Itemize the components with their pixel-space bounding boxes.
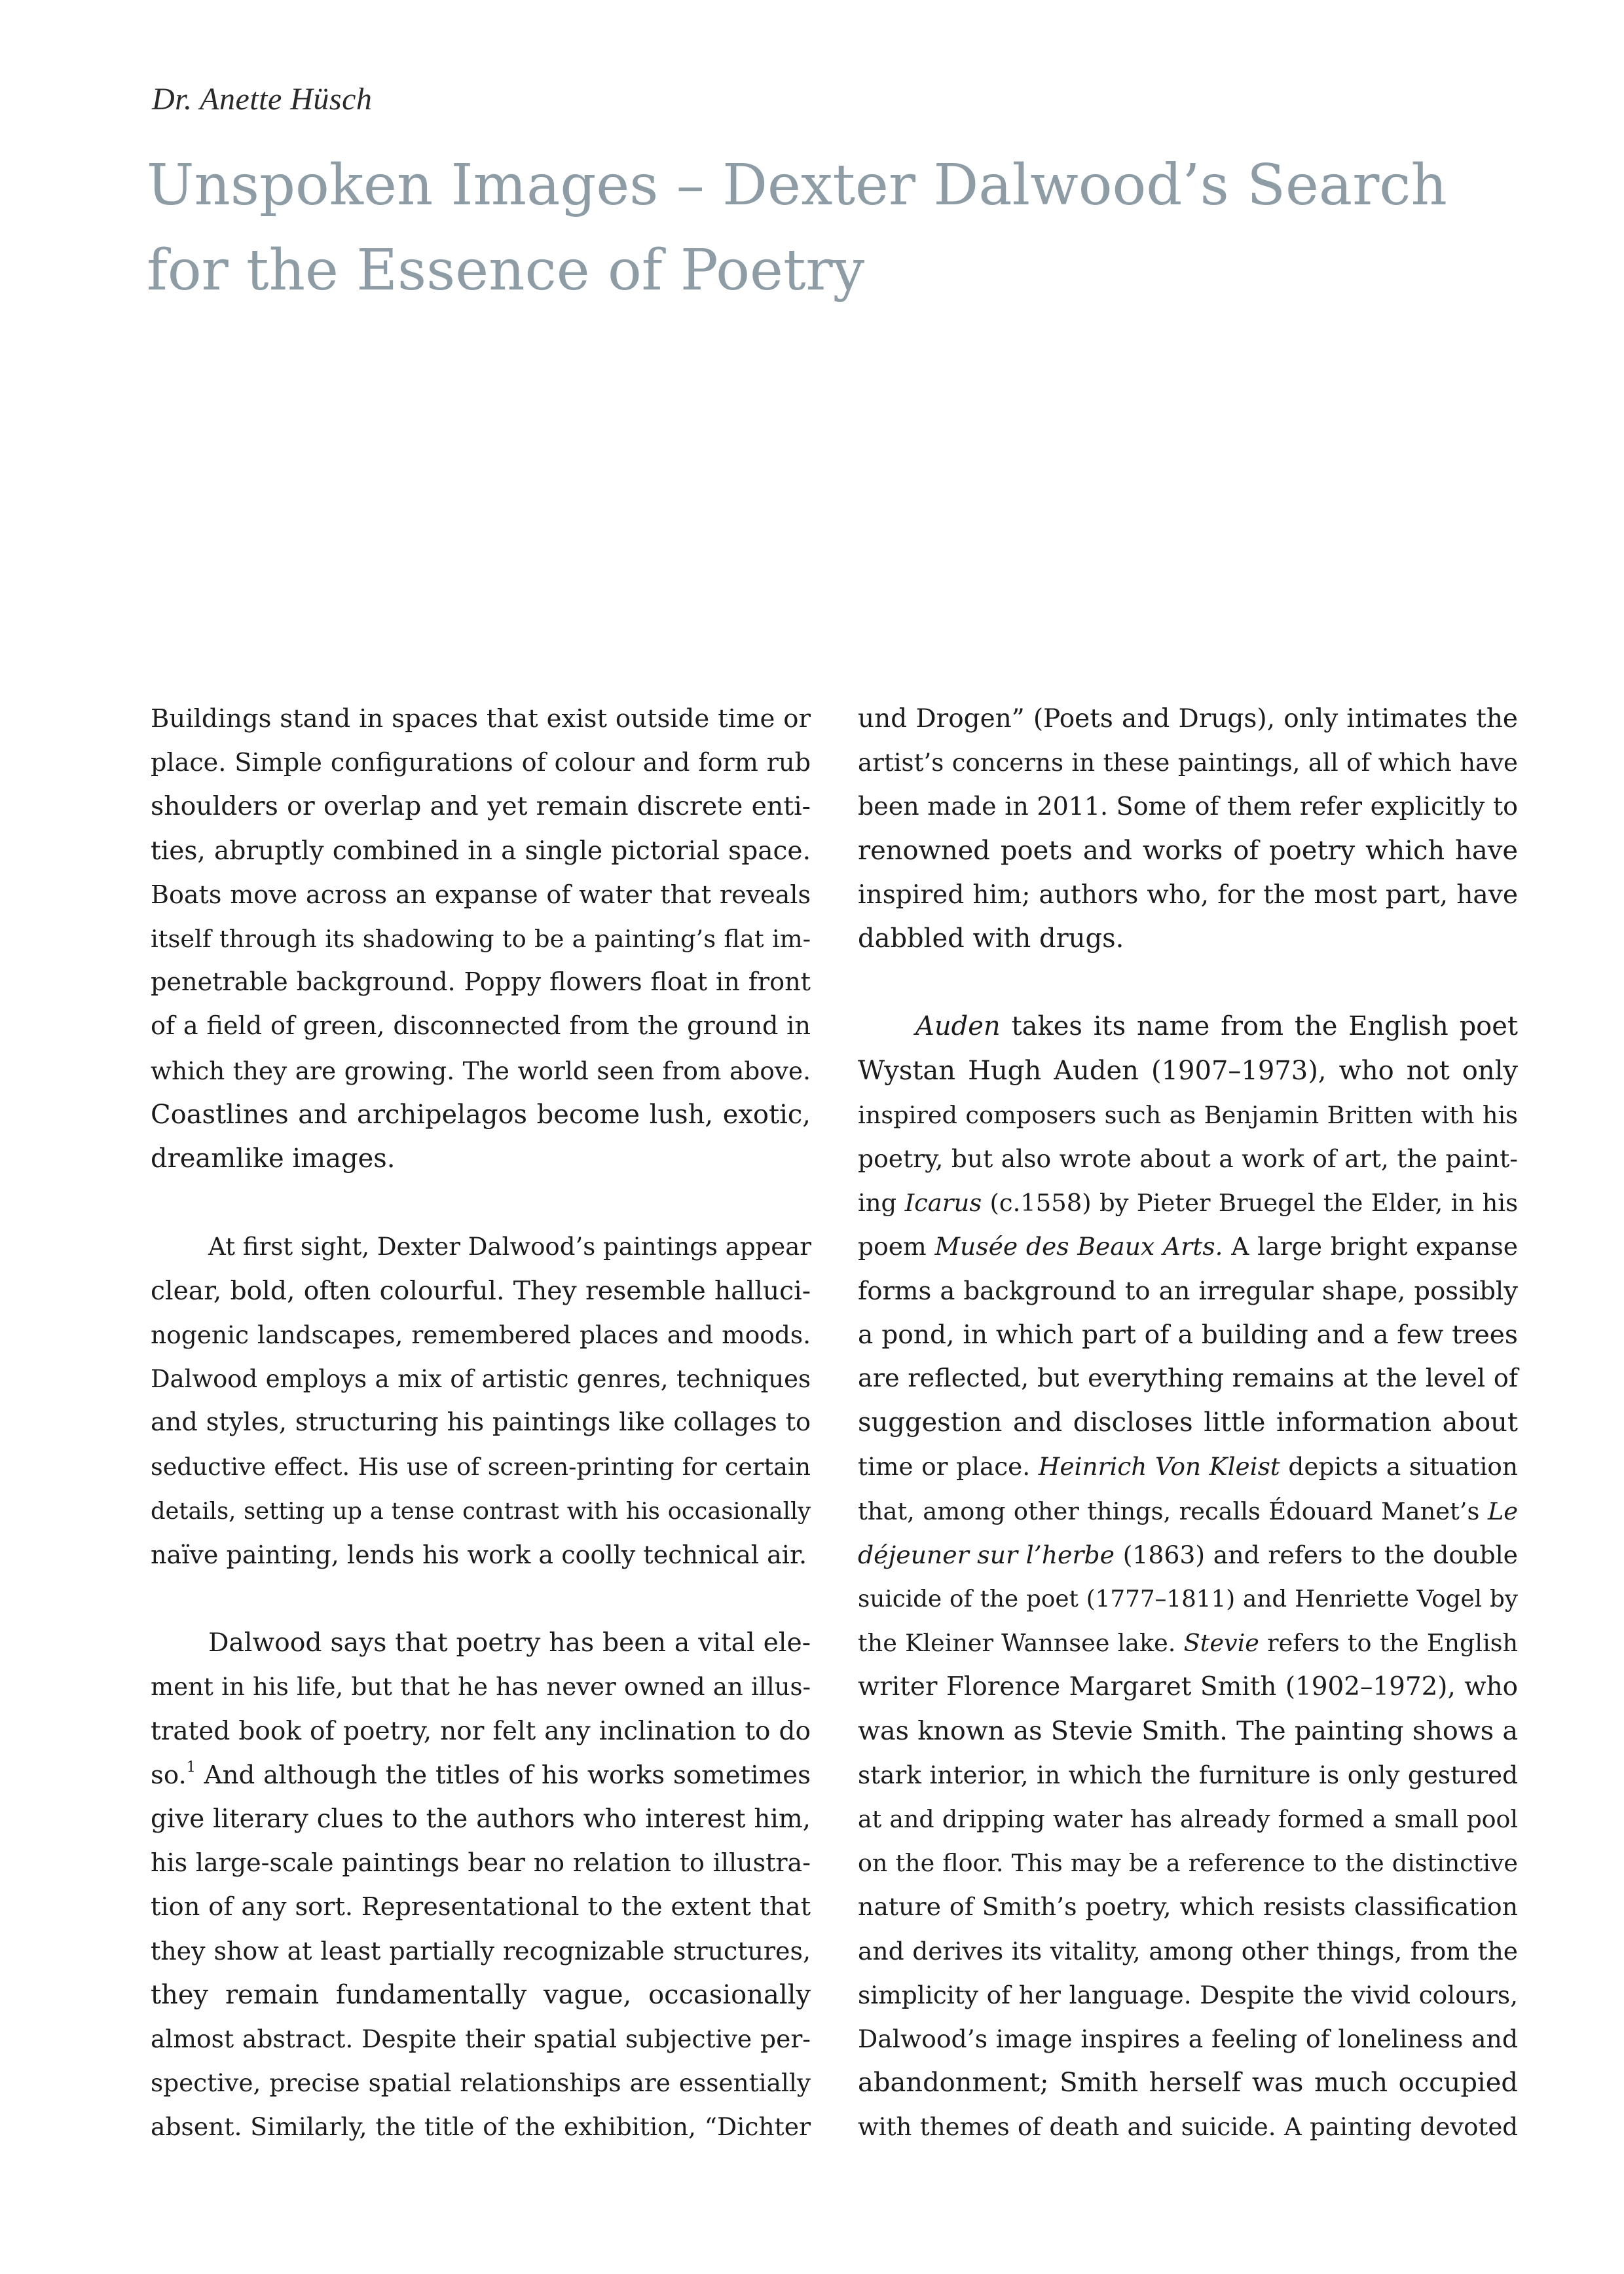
text-line: suggestion and discloses little information about <box>858 1407 1518 1438</box>
text-line: seductive effect. His use of screen-printing for certain <box>151 1453 811 1482</box>
text-line: itself through its shadowing to be a painting’s flat im- <box>151 925 811 954</box>
work-title: Le <box>1487 1497 1518 1525</box>
text-line: nature of Smith’s poetry, which resists classification <box>858 1892 1518 1922</box>
text-line: simplicity of her language. Despite the vivid colours, <box>858 1980 1518 2009</box>
line-rest: takes its name from the English poet <box>1011 1011 1519 1042</box>
text-line: was known as Stevie Smith. The painting shows a <box>858 1715 1518 1746</box>
text-line: shoulders or overlap and yet remain discrete enti- <box>151 791 811 822</box>
text-line <box>858 1445 1518 1489</box>
work-title: Auden <box>915 1011 1001 1042</box>
text-line: Boats move across an expanse of water that reveals <box>151 880 811 909</box>
text-line: which they are growing. The world seen from above. <box>151 1056 811 1085</box>
text-line: Dalwood’s image inspires a feeling of loneliness and <box>858 2024 1518 2054</box>
line-rest: refers to the English <box>1259 1629 1519 1658</box>
line-start: that, among other things, recalls Édouard Manet’s <box>858 1497 1480 1525</box>
text-line: inspired composers such as Benjamin Britten with his <box>858 1100 1518 1129</box>
author-name: Dr. Anette Hüsch <box>152 82 373 117</box>
text-line <box>858 1533 1518 1577</box>
text-line: Wystan Hugh Auden (1907–1973), who not only <box>858 1055 1518 1086</box>
text-line: they remain fundamentally vague, occasionally <box>151 1979 811 2010</box>
text-line: tion of any sort. Representational to the extent that <box>151 1892 811 1922</box>
text-line: ties, abruptly combined in a single pictorial space. <box>151 836 811 866</box>
work-title: déjeuner sur l’herbe <box>858 1540 1115 1569</box>
text-line: of a field of green, disconnected from the ground in <box>151 1012 811 1041</box>
text-line <box>151 1753 811 1797</box>
text-line <box>858 1225 1518 1269</box>
text-line: forms a background to an irregular shape, possibly <box>858 1276 1518 1306</box>
line-rest: (c.1558) by Pieter Bruegel the Elder, in his <box>982 1189 1518 1218</box>
text-line <box>858 1621 1518 1665</box>
line-start: ing <box>858 1189 897 1218</box>
text-line: details, setting up a tense contrast with his occasionally <box>151 1497 811 1525</box>
left-column <box>151 697 811 2150</box>
text-line: and styles, structuring his paintings like collages to <box>151 1408 811 1438</box>
text-line: artist’s concerns in these paintings, all of which have <box>858 749 1518 777</box>
text-line: abandonment; Smith herself was much occupied <box>858 2068 1518 2098</box>
title-line: Unspoken Images – Dexter Dalwood’s Search <box>147 153 1447 218</box>
text-line: at and dripping water has already formed a small pool <box>858 1805 1518 1834</box>
line-start: the Kleiner Wannsee lake. <box>858 1629 1176 1658</box>
text-line: nogenic landscapes, remembered places and moods. <box>151 1320 811 1349</box>
line-rest: And although the titles of his works sometimes <box>195 1760 811 1790</box>
text-line: almost abstract. Despite their spatial subjective per- <box>151 2024 811 2054</box>
line-start: time or place. <box>858 1452 1031 1482</box>
text-line <box>858 1005 1518 1049</box>
work-title: Icarus <box>904 1189 982 1218</box>
line-start: so. <box>151 1760 187 1790</box>
text-line: poetry, but also wrote about a work of art, the paint- <box>858 1144 1518 1174</box>
text-line: clear, bold, often colourful. They resemble halluci- <box>151 1276 811 1306</box>
text-line: stark interior, in which the furniture is only gestured <box>858 1760 1518 1789</box>
text-line: Dalwood employs a mix of artistic genres, techniques <box>151 1365 811 1394</box>
work-title: Heinrich Von Kleist <box>1038 1452 1280 1482</box>
text-line <box>858 1181 1518 1225</box>
text-line: inspired him; authors who, for the most part, have <box>858 880 1518 910</box>
text-line <box>858 1489 1518 1533</box>
text-line: give literary clues to the authors who interest him, <box>151 1804 811 1835</box>
text-line: dabbled with drugs. <box>858 923 1124 954</box>
text-line: naïve painting, lends his work a coolly technical air. <box>151 1540 807 1569</box>
text-line: Dalwood says that poetry has been a vital ele- <box>208 1628 811 1658</box>
text-line: suicide of the poet (1777–1811) and Henriette Vogel by <box>858 1586 1518 1613</box>
text-line: dreamlike images. <box>151 1144 396 1174</box>
footnote-marker: 1 <box>186 1759 196 1776</box>
line-start: poem <box>858 1232 927 1261</box>
article-title <box>147 143 1447 313</box>
text-line: absent. Similarly, the title of the exhibition, “Dichter <box>151 2112 811 2142</box>
text-line: Buildings stand in spaces that exist outside time or <box>151 704 811 734</box>
text-line: place. Simple configurations of colour and form rub <box>151 748 811 777</box>
right-column <box>858 697 1518 2150</box>
text-line: writer Florence Margaret Smith (1902–1972), who <box>858 1672 1518 1702</box>
text-line: ment in his life, but that he has never owned an illus- <box>151 1673 811 1702</box>
text-line: been made in 2011. Some of them refer explicitly to <box>858 792 1518 821</box>
line-rest: (1863) and refers to the double <box>1114 1540 1518 1569</box>
text-line: renowned poets and works of poetry which have <box>858 835 1518 866</box>
text-line: Coastlines and archipelagos become lush, exotic, <box>151 1099 811 1130</box>
text-line: they show at least partially recognizable structures, <box>151 1936 811 1966</box>
text-line: trated book of poetry, nor felt any inclination to do <box>151 1716 811 1746</box>
text-line: with themes of death and suicide. A painting devoted <box>858 2113 1518 2142</box>
text-line: spective, precise spatial relationships are essentially <box>151 2068 811 2098</box>
title-line: for the Essence of Poetry <box>147 238 865 303</box>
text-line: penetrable background. Poppy flowers float in front <box>151 968 811 997</box>
text-line: and derives its vitality, among other things, from the <box>858 1936 1518 1966</box>
line-rest: A large bright expanse <box>1223 1232 1518 1261</box>
work-title: Stevie <box>1183 1629 1259 1658</box>
line-rest: depicts a situation <box>1280 1452 1518 1482</box>
text-line: a pond, in which part of a building and a few trees <box>858 1320 1518 1350</box>
text-line: his large-scale paintings bear no relation to illustra- <box>151 1848 811 1878</box>
text-line: und Drogen” (Poets and Drugs), only intimates the <box>858 704 1518 734</box>
text-line: At first sight, Dexter Dalwood’s paintings appear <box>208 1233 812 1261</box>
text-line: are reflected, but everything remains at the level of <box>858 1364 1518 1394</box>
text-line: on the floor. This may be a reference to the distinctive <box>858 1849 1518 1878</box>
work-title: Musée des Beaux Arts. <box>934 1232 1223 1261</box>
